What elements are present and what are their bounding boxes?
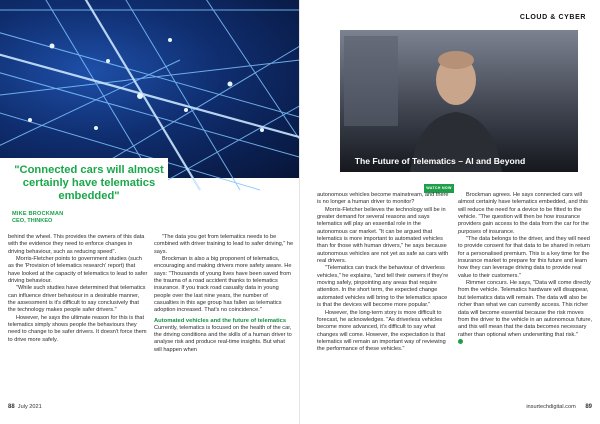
- end-of-article-dot-icon: [458, 339, 463, 344]
- video-title: The Future of Telematics – AI and Beyond: [354, 156, 526, 166]
- paragraph: However, he says the ultimate reason for this is that telematics simply shows people the behaviours they need to change to be safer drivers. It doesn't force them to drive more safely.: [8, 314, 147, 343]
- subheading: Automated vehicles and the future of telematics: [154, 317, 287, 324]
- network-lines-graphic: [0, 0, 300, 178]
- paragraph: However, the long-term story is more difficult to forecast, he acknowledges. "As driverless vehicles become more advanced, it's difficult to say what changes will come. However, the expectation is that telematics will remain an important way of reviewing the performance of these vehicles.": [317, 309, 446, 353]
- paragraph: Morris-Fletcher believes the technology will be in greater demand for several reasons and says telematics will play an essential role in the autonomous car market. "It can be argued that telematics is more important to automated vehicles than for those with human drivers," he says because autonomous vehicles are not yet as safe as cars with real drivers.: [317, 206, 449, 265]
- right-folio: [526, 404, 592, 410]
- paragraph: Rimmer concurs. He says, "Data will come directly from the vehicle. Telematics hardware will disappear, but telematics data will remain. The data will also be richer than what we can currently access. This richer data will become essential because the risk moves from the driver to the vehicle in an autonomous future, and this will mean that the data becomes necessary rather than optional when underwriting that risk.": [458, 280, 593, 338]
- pull-quote: "Connected cars will almost certainly have telematics embedded": [14, 164, 164, 202]
- quote-attribution-name: MIKE BROCKMAN: [12, 211, 64, 217]
- paragraph: "Telematics can track the behaviour of driverless vehicles," he explains, "and tell their owners if they're moving safely, pinpointing any areas that require attention. In the short term, the expected change automated vehicles will bring to the telematics space is that the devices will become more popular.": [317, 265, 449, 309]
- right-column-1: [317, 192, 451, 354]
- hero-network-image: [0, 0, 300, 178]
- paragraph: "The data belongs to the driver, and they will need to provide consent for that data to be shared in return for a personalised premium. This is a key time for the insurance market to prepare for this future and learn how they can leverage driving data to provide real value to their customers.": [458, 236, 590, 279]
- page-number: 89: [585, 404, 592, 410]
- left-column-2: [154, 234, 294, 354]
- quote-attribution-role: CEO, THINKEO: [12, 218, 53, 224]
- paragraph: Brockman agrees. He says connected cars will almost certainly have telematics embedded, and this will reduce the need for a device to be fitted to the vehicle. "The question will then be how insurance providers gain access to the data from the car for the purposes of insurance.: [458, 192, 589, 235]
- speaker-photo: [340, 30, 578, 172]
- paragraph: Currently, telematics is focused on the health of the car, the driving conditions and the skills of a human driver to analyse risk and produce real-time insights. But what will happen when: [154, 324, 292, 353]
- right-column-2: [458, 192, 592, 346]
- page-number: 88: [8, 404, 15, 410]
- section-label: CLOUD & CYBER: [519, 14, 586, 21]
- paragraph: behind the wheel. This provides the owners of this data with the evidence they need to enforce changes in driving behaviour, such as reducing speed".: [8, 234, 145, 255]
- watch-now-button[interactable]: WATCH NOW: [424, 184, 454, 193]
- left-folio: [8, 404, 42, 410]
- left-column-1: [8, 234, 148, 344]
- issue-date: July 2021: [17, 404, 42, 410]
- paragraph: Morris-Fletcher points to government studies (such as the 'Provision of telematics research' report) that have looked at the capacity of telematics to lead to safer driving behaviour.: [8, 256, 148, 285]
- site-url: insurtechdigital.com: [526, 404, 576, 410]
- paragraph: "The data you get from telematics needs to be combined with driver training to lead to safer driving," he says.: [154, 234, 294, 255]
- paragraph: "While such studies have determined that telematics can influence driver behaviour in a desirable manner, the assessment is it's difficult to say conclusively that the technology makes people safer drivers.": [8, 285, 146, 314]
- paragraph: Brockman is also a big proponent of telematics, encouraging and making drivers more safety aware. He says: "Thousands of young lives have been saved from the trauma of a road accident thanks to telematics insurance. If you track road casualty data in young people over the last nine years, the number of casualties in this age group has fallen as telematics adoption increased. That's no coincidence.": [154, 256, 292, 314]
- video-thumbnail[interactable]: [340, 30, 578, 190]
- paragraph: autonomous vehicles become mainstream, and there is no longer a human driver to monitor?: [317, 192, 449, 206]
